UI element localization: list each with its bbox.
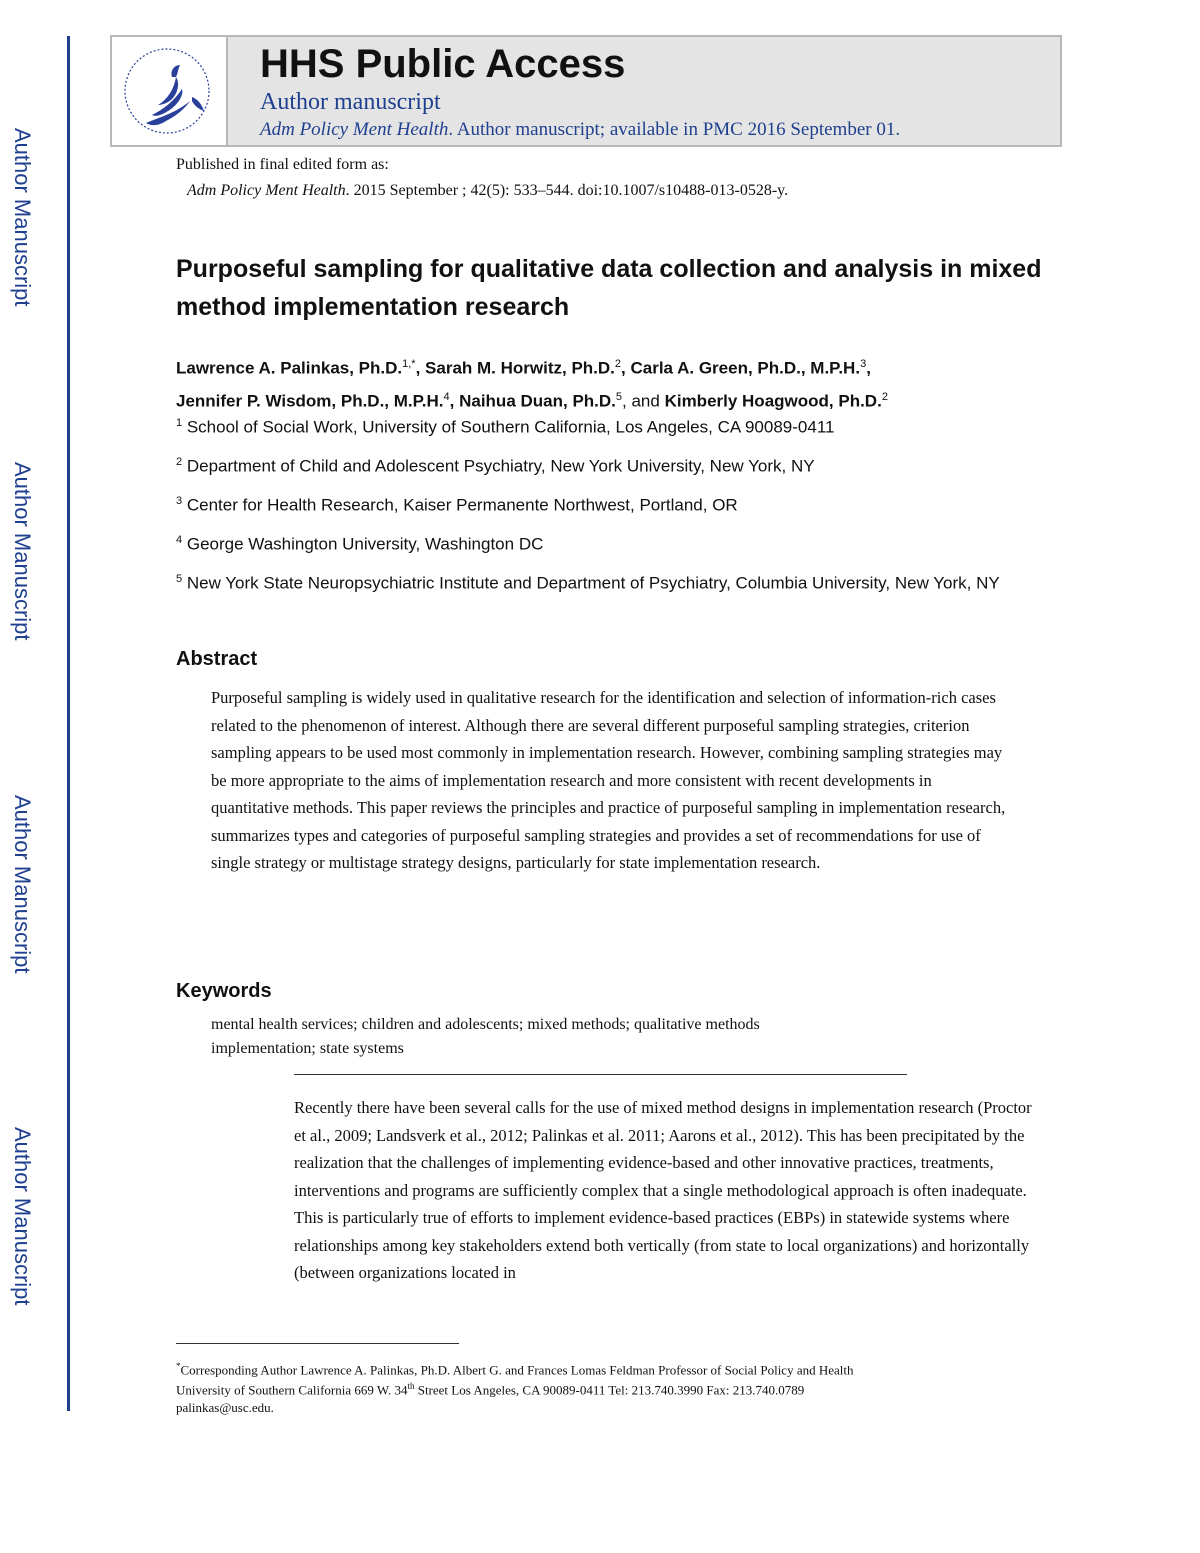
body-divider: [294, 1074, 907, 1075]
header-availability-text: . Author manuscript; available in PMC 2016 September 01.: [448, 119, 901, 140]
author-separator: ,: [449, 391, 460, 411]
citation-details: . 2015 September ; 42(5): 533–544. doi:10.1007/s10488-013-0528-y.: [345, 182, 789, 199]
affiliation-number: 2: [176, 456, 183, 468]
keywords-line-1: mental health services; children and adolescents; mixed methods; qualitative methods: [211, 1016, 760, 1033]
footnote-mark: *: [176, 1361, 181, 1371]
affiliation-text: New York State Neuropsychiatric Institute and Department of Psychiatry, Columbia University, New York, NY: [182, 573, 1000, 593]
affiliation-number: 4: [176, 534, 183, 546]
keywords-heading: Keywords: [176, 980, 272, 1002]
author-name: Naihua Duan, Ph.D.: [459, 391, 616, 411]
abstract-text: Purposeful sampling is widely used in qualitative research for the identification and selection of information-rich cases related to the phenomenon of interest. Although there are several different purposeful sampling strategies, criterion sampling appears to be used most commonly in implementation research. However, combining sampling strategies may be more appropriate to the aims of implementation research and more consistent with recent developments in quantitative methods. This paper reviews the principles and practice of purposeful sampling in implementation research, summarizes types and categories of purposeful sampling strategies and provides a set of recommendations for use of single strategy or multistage strategy designs, particularly for state implementation research.: [211, 688, 1006, 872]
footnote-divider: [176, 1343, 459, 1344]
affiliation-5: [176, 566, 1036, 597]
author-affiliation-mark: 4: [443, 390, 450, 403]
abstract-heading: Abstract: [176, 648, 258, 670]
body-paragraph: Recently there have been several calls for the use of mixed method designs in implementation research (Proctor et al., 2009; Landsverk et al., 2012; Palinkas et al. 2011; Aarons et al., 2012). This has been precipitated by the realization that the challenges of implementing evidence-based and other innovative practices, treatments, interventions and programs are sufficiently complex that a single methodological approach is often inadequate. This is particularly true of efforts to implement evidence-based practices (EBPs) in statewide systems where relationships among key stakeholders extend both vertically (from state to local organizations) and horizontally (between organizations located in: [294, 1098, 1032, 1282]
published-intro: Published in final edited form as:: [176, 156, 389, 173]
affiliation-number: 5: [176, 573, 183, 585]
author-list: [176, 350, 1056, 415]
hhs-eagle-seal-icon: [112, 37, 222, 141]
affiliation-2: [176, 449, 1036, 480]
affiliation-4: [176, 527, 1036, 558]
affiliation-3: [176, 488, 1036, 519]
author-separator: ,: [415, 358, 426, 378]
author-name: Lawrence A. Palinkas, Ph.D.: [176, 358, 403, 378]
author-name: Carla A. Green, Ph.D., M.P.H.: [630, 358, 861, 378]
author-name: Jennifer P. Wisdom, Ph.D., M.P.H.: [176, 391, 444, 411]
footnote-line-2b: Street Los Angeles, CA 90089-0411 Tel: 213.740.3990 Fax: 213.740.0789: [414, 1382, 805, 1398]
author-separator: ,: [621, 358, 631, 378]
left-margin-rule: [67, 36, 70, 1411]
affiliation-number: 3: [176, 495, 183, 507]
affiliation-1: [176, 410, 1036, 441]
author-affiliation-mark: 2: [614, 358, 622, 370]
footnote-line-2a: University of Southern California 669 W. 34: [176, 1382, 408, 1398]
author-separator: , and: [622, 391, 665, 411]
keywords-line-2: implementation; state systems: [211, 1040, 404, 1057]
keywords-list: [211, 1013, 971, 1061]
author-name: Sarah M. Horwitz, Ph.D.: [425, 358, 615, 378]
affiliation-text: Center for Health Research, Kaiser Permanente Northwest, Portland, OR: [182, 495, 738, 515]
affiliation-text: George Washington University, Washington DC: [182, 534, 544, 554]
header-journal-abbrev: Adm Policy Ment Health: [260, 119, 449, 140]
footnote-line-1: Corresponding Author Lawrence A. Palinkas, Ph.D. Albert G. and Frances Lomas Feldman Professor of Social Policy and Health: [180, 1362, 854, 1378]
author-affiliation-mark: 5: [615, 390, 623, 403]
hhs-header-box: [110, 35, 1062, 147]
footnote-ordinal: th: [407, 1381, 415, 1392]
affiliation-number: 1: [176, 417, 183, 429]
author-affiliation-mark: 2: [881, 390, 888, 403]
affiliation-text: Department of Child and Adolescent Psychiatry, New York University, New York, NY: [182, 456, 815, 476]
article-title: Purposeful sampling for qualitative data collection and analysis in mixed method implementation research: [176, 255, 1042, 321]
author-manuscript-label: Author manuscript: [260, 89, 441, 115]
author-separator: ,: [866, 358, 871, 378]
publication-citation: [187, 182, 788, 200]
citation-journal-abbrev: Adm Policy Ment Health: [187, 182, 346, 199]
logo-panel: [112, 37, 228, 145]
hhs-public-access-title: HHS Public Access: [260, 42, 626, 86]
availability-line: [260, 119, 900, 141]
author-affiliation-mark: 3: [860, 358, 867, 370]
footnote-email: palinkas@usc.edu.: [176, 1399, 274, 1415]
footnote: [176, 1358, 1036, 1416]
author-affiliation-mark: 1,*: [402, 358, 416, 370]
author-name: Kimberly Hoagwood, Ph.D.: [664, 391, 882, 411]
affiliation-text: School of Social Work, University of Southern California, Los Angeles, CA 90089-0411: [182, 417, 835, 437]
